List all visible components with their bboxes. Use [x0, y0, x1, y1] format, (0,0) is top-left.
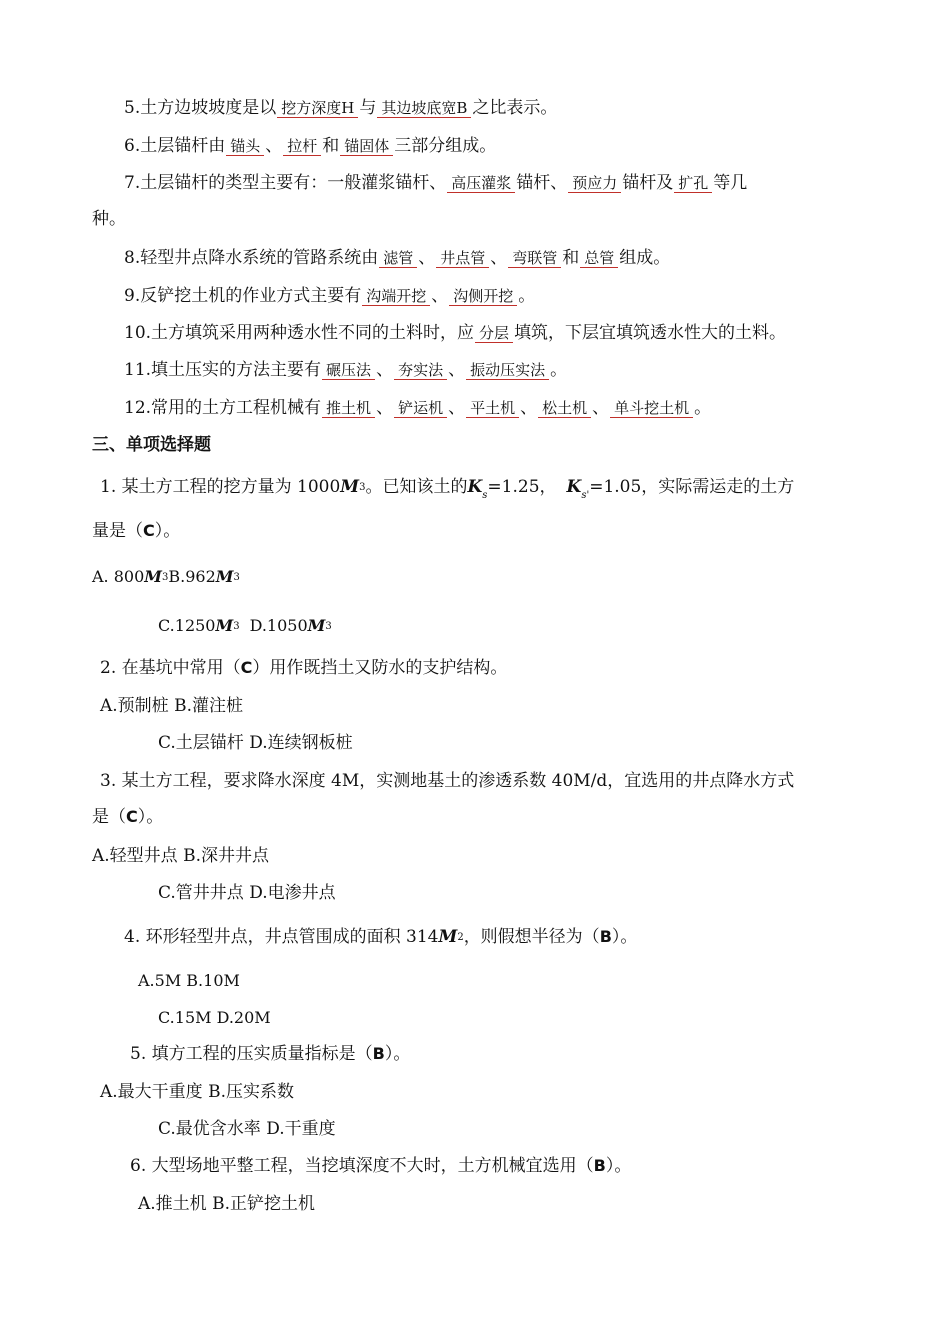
question-text: =1.05，实际需运走的土方	[589, 477, 795, 497]
item-text: 、	[448, 360, 466, 380]
question-text: 1. 某土方工程的挖方量为 1000	[100, 477, 341, 497]
fill-item-5	[124, 97, 557, 119]
item-text: 、	[376, 360, 394, 380]
question-text: ）。	[605, 1156, 632, 1176]
option-c: C.1250	[158, 616, 216, 635]
item-text: 轻型井点降水系统的管路系统由	[140, 248, 379, 268]
question-2-options-ab: A.预制桩 B.灌注桩	[100, 696, 243, 716]
item-text: 。	[550, 360, 568, 380]
question-text: ）。	[137, 807, 164, 827]
subscript: s	[581, 490, 587, 501]
answer-blank: 高压灌浆	[447, 174, 515, 193]
answer-blank: 平土机	[466, 399, 519, 418]
fill-item-8	[124, 247, 670, 269]
question-5	[130, 1043, 410, 1065]
question-4-options-cd: C.15M D.20M	[158, 1008, 271, 1027]
item-text: 锚杆、	[516, 173, 568, 193]
section-title: 三、单项选择题	[92, 435, 211, 455]
exponent: 3	[161, 572, 169, 583]
unit-symbol: M	[307, 616, 326, 635]
question-4-options-ab: A.5M B.10M	[138, 971, 240, 990]
question-1-options-cd	[158, 615, 332, 638]
answer-blank: 滤管	[379, 249, 417, 268]
item-text: 之比表示。	[472, 98, 558, 118]
exponent: 3	[233, 572, 240, 583]
item-text: 组成。	[619, 248, 671, 268]
k-symbol: K	[566, 477, 582, 497]
item-text: 、	[520, 398, 538, 418]
k-symbol: K	[467, 477, 483, 497]
item-text: 土层锚杆由	[140, 136, 226, 156]
item-text: 、	[448, 398, 466, 418]
question-text: 量是（	[92, 521, 143, 541]
question-text: ）。	[611, 927, 638, 947]
item-text: 土层锚杆的类型主要有：一般灌浆锚杆、	[140, 173, 447, 193]
item-text: 反铲挖土机的作业方式主要有	[140, 286, 362, 306]
answer-blank: 推土机	[322, 399, 375, 418]
unit-symbol: M	[215, 616, 234, 635]
item-text: 与	[359, 98, 377, 118]
item-text: 、	[376, 398, 394, 418]
question-3-line-2	[92, 806, 163, 828]
question-2-options-cd: C.土层锚杆 D.连续钢板桩	[158, 733, 353, 753]
option-d: D.1050	[249, 616, 308, 635]
subscript: s	[482, 490, 488, 501]
fill-item-9	[124, 285, 535, 307]
answer-blank: 沟侧开挖	[449, 287, 517, 306]
question-1	[100, 476, 794, 507]
prime-mark: '	[586, 490, 590, 501]
answer-blank: 单斗挖土机	[610, 399, 693, 418]
exponent: 3	[233, 621, 240, 632]
item-text: 土方边坡坡度是以	[140, 98, 277, 118]
unit-symbol: M	[340, 477, 360, 497]
question-6	[130, 1155, 631, 1177]
item-text: 、	[490, 248, 508, 268]
item-text: 填土压实的方法主要有	[151, 360, 322, 380]
question-1-line-2	[92, 520, 180, 542]
exponent: 3	[359, 482, 366, 493]
item-text: 常用的土方工程机械有	[151, 398, 322, 418]
answer-letter: B	[593, 1156, 606, 1175]
answer-blank: 沟端开挖	[362, 287, 430, 306]
answer-blank: 振动压实法	[466, 361, 549, 380]
item-text: 三部分组成。	[394, 136, 497, 156]
answer-letter: C	[126, 807, 138, 826]
fill-item-12	[124, 397, 711, 419]
item-text: 和	[322, 136, 340, 156]
item-number: 6.	[124, 136, 141, 156]
answer-blank: 预应力	[568, 174, 621, 193]
item-text: 锚杆及	[622, 173, 674, 193]
question-text: 。已知该土的	[365, 477, 468, 497]
answer-blank: 总管	[580, 249, 618, 268]
option-b: B.962	[168, 567, 216, 586]
question-4	[124, 926, 637, 949]
item-text: 、	[592, 398, 610, 418]
item-text: 、	[418, 248, 436, 268]
fill-item-11	[124, 359, 567, 381]
question-text: ）用作既挡土又防水的支护结构。	[252, 658, 508, 678]
item-number: 12.	[124, 398, 152, 418]
item-number: 7.	[124, 173, 141, 193]
answer-blank: 其边坡底宽B	[377, 99, 471, 118]
item-number: 11.	[124, 360, 152, 380]
question-text: 5. 填方工程的压实质量指标是（	[130, 1044, 373, 1064]
fill-item-10	[124, 322, 786, 344]
question-2	[100, 657, 507, 679]
item-text: 填筑，下层宜填筑透水性大的土料。	[514, 323, 787, 343]
unit-symbol: M	[438, 927, 458, 947]
question-3-options-ab: A.轻型井点 B.深井井点	[92, 846, 269, 866]
unit-symbol: M	[144, 567, 162, 586]
answer-blank: 挖方深度H	[277, 99, 358, 118]
answer-blank: 弯联管	[508, 249, 561, 268]
item-number: 9.	[124, 286, 141, 306]
fill-item-6	[124, 135, 496, 157]
question-text: 2. 在基坑中常用（	[100, 658, 241, 678]
question-1-options-ab	[92, 566, 240, 589]
question-5-options-ab: A.最大干重度 B.压实系数	[100, 1082, 294, 1102]
answer-letter: B	[599, 927, 612, 946]
item-text: 土方填筑采用两种透水性不同的土料时，应	[151, 323, 475, 343]
answer-letter: C	[143, 521, 155, 540]
item-text: 、	[431, 286, 449, 306]
question-text: 是（	[92, 807, 126, 827]
fill-item-7-continued: 种。	[92, 209, 126, 229]
option-a: A. 800	[92, 567, 145, 586]
answer-blank: 拉杆	[283, 137, 321, 156]
answer-blank: 铲运机	[394, 399, 447, 418]
question-text: ）。	[154, 521, 181, 541]
item-text: 、	[265, 136, 283, 156]
question-text: 4. 环形轻型井点，井点管围成的面积 314	[124, 927, 439, 947]
item-number: 10.	[124, 323, 152, 343]
exponent: 2	[457, 932, 464, 943]
exponent: 3	[325, 621, 332, 632]
question-6-options-ab: A.推土机 B.正铲挖土机	[138, 1194, 315, 1214]
question-3: 3. 某土方工程，要求降水深度 4M，实测地基土的渗透系数 40M/d，宜选用的井点降水方式	[100, 771, 795, 791]
item-number: 5.	[124, 98, 141, 118]
item-text: 。	[694, 398, 712, 418]
answer-blank: 碾压法	[322, 361, 375, 380]
answer-blank: 夯实法	[394, 361, 447, 380]
answer-blank: 扩孔	[674, 174, 712, 193]
item-text: 。	[518, 286, 536, 306]
answer-blank: 锚固体	[340, 137, 393, 156]
answer-blank: 松土机	[538, 399, 591, 418]
unit-symbol: M	[215, 567, 234, 586]
question-text: =1.25，	[487, 477, 557, 497]
item-text: 和	[562, 248, 580, 268]
answer-blank: 井点管	[436, 249, 489, 268]
item-number: 8.	[124, 248, 141, 268]
answer-letter: B	[372, 1044, 385, 1063]
question-text: ，则假想半径为（	[463, 927, 600, 947]
fill-item-7	[124, 172, 747, 194]
item-text: 等几	[713, 173, 748, 193]
answer-blank: 分层	[475, 324, 513, 343]
question-5-options-cd: C.最优含水率 D.干重度	[158, 1119, 336, 1139]
question-3-options-cd: C.管井井点 D.电渗井点	[158, 883, 336, 903]
question-text: ）。	[384, 1044, 411, 1064]
question-text: 6. 大型场地平整工程，当挖填深度不大时，土方机械宜选用（	[130, 1156, 594, 1176]
answer-blank: 锚头	[226, 137, 264, 156]
answer-letter: C	[240, 658, 253, 677]
